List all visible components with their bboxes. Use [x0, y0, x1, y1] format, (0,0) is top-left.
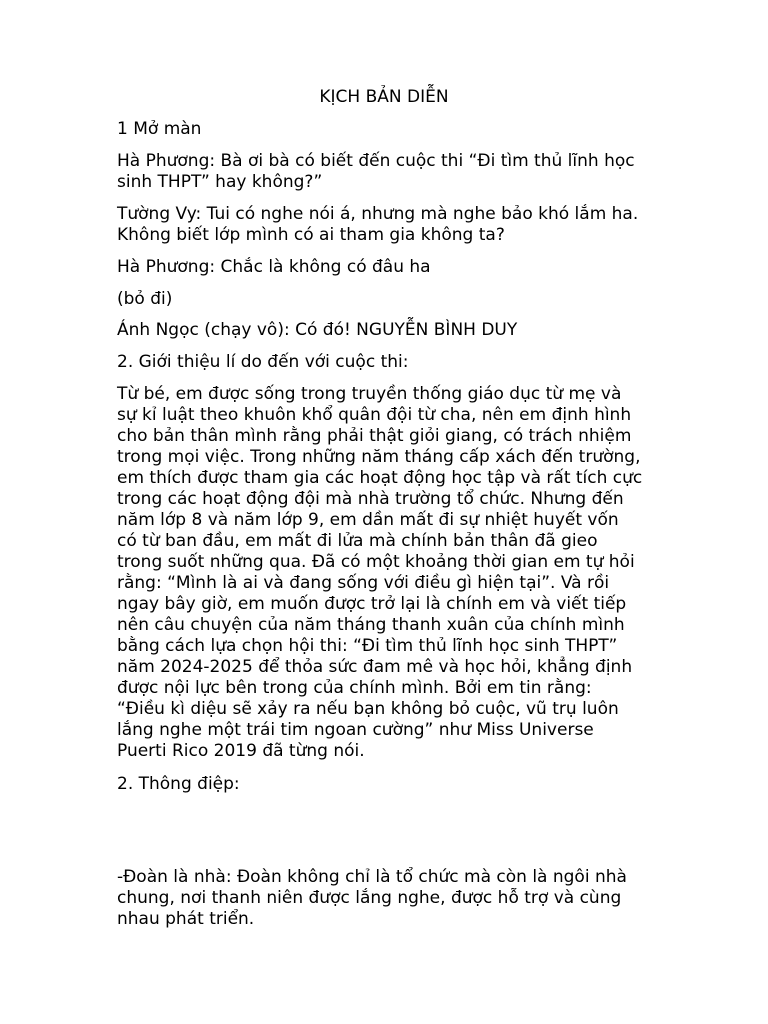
dialogue-line: Hà Phương: Bà ơi bà có biết đến cuộc thi “Đi tìm thủ lĩnh học: [117, 151, 635, 171]
paragraph-line: ngay bây giờ, em muốn được trở lại là chính em và viết tiếp: [117, 594, 627, 614]
section-message-heading: 2. Thông điệp:: [117, 774, 240, 794]
dialogue-line: Hà Phương: Chắc là không có đâu ha: [117, 257, 431, 277]
paragraph-line: Từ bé, em được sống trong truyền thống giáo dục từ mẹ và: [117, 384, 622, 404]
dialogue-line: sinh THPT” hay không?”: [117, 172, 323, 192]
section-opening-heading: 1 Mở màn: [117, 119, 202, 139]
paragraph-line: em thích được tham gia các hoạt động học tập và rất tích cực: [117, 468, 643, 488]
paragraph-line: trong các hoạt động đội mà nhà trường tổ chức. Nhưng đến: [117, 489, 624, 509]
paragraph-line: năm 2024-2025 để thỏa sức đam mê và học hỏi, khẳng định: [117, 657, 633, 677]
paragraph-line: “Điều kì diệu sẽ xảy ra nếu bạn không bỏ cuộc, vũ trụ luôn: [117, 699, 619, 719]
dialogue-line: Tường Vy: Tui có nghe nói á, nhưng mà nghe bảo khó lắm ha.: [117, 204, 639, 224]
paragraph-line: nên câu chuyện của năm tháng thanh xuân của chính mình: [117, 615, 625, 635]
document-title: KỊCH BẢN DIỄN: [319, 87, 449, 107]
dialogue-line: Không biết lớp mình có ai tham gia không ta?: [117, 225, 505, 245]
paragraph-line: cho bản thân mình rằng phải thật giỏi giang, có trách nhiệm: [117, 426, 632, 446]
paragraph-line: rằng: “Mình là ai và đang sống với điều gì hiện tại”. Và rồi: [117, 573, 610, 593]
paragraph-line: năm lớp 8 và năm lớp 9, em dần mất đi sự nhiệt huyết vốn: [117, 510, 619, 530]
section-reason-heading: 2. Giới thiệu lí do đến với cuộc thi:: [117, 352, 409, 372]
paragraph-line: Puerti Rico 2019 đã từng nói.: [117, 741, 365, 761]
paragraph-line: nhau phát triển.: [117, 909, 255, 929]
paragraph-line: được nội lực bên trong của chính mình. Bởi em tin rằng:: [117, 678, 592, 698]
paragraph-line: trong suốt những qua. Đã có một khoảng thời gian em tự hỏi: [117, 552, 635, 572]
stage-direction: (bỏ đi): [117, 289, 173, 309]
dialogue-line: Ánh Ngọc (chạy vô): Có đó! NGUYỄN BÌNH DUY: [117, 320, 518, 340]
paragraph-line: chung, nơi thanh niên được lắng nghe, được hỗ trợ và cùng: [117, 888, 622, 908]
paragraph-line: có từ ban đầu, em mất đi lửa mà chính bản thân đã gieo: [117, 531, 598, 551]
paragraph-line: sự kỉ luật theo khuôn khổ quân đội từ cha, nên em định hình: [117, 405, 632, 425]
paragraph-line: bằng cách lựa chọn hội thi: “Đi tìm thủ lĩnh học sinh THPT”: [117, 636, 618, 656]
paragraph-line: lắng nghe một trái tim ngoan cường” như Miss Universe: [117, 720, 594, 740]
paragraph-line: -Đoàn là nhà: Đoàn không chỉ là tổ chức mà còn là ngôi nhà: [117, 867, 627, 887]
paragraph-line: trong mọi việc. Trong những năm tháng cấp xách đến trường,: [117, 447, 641, 467]
